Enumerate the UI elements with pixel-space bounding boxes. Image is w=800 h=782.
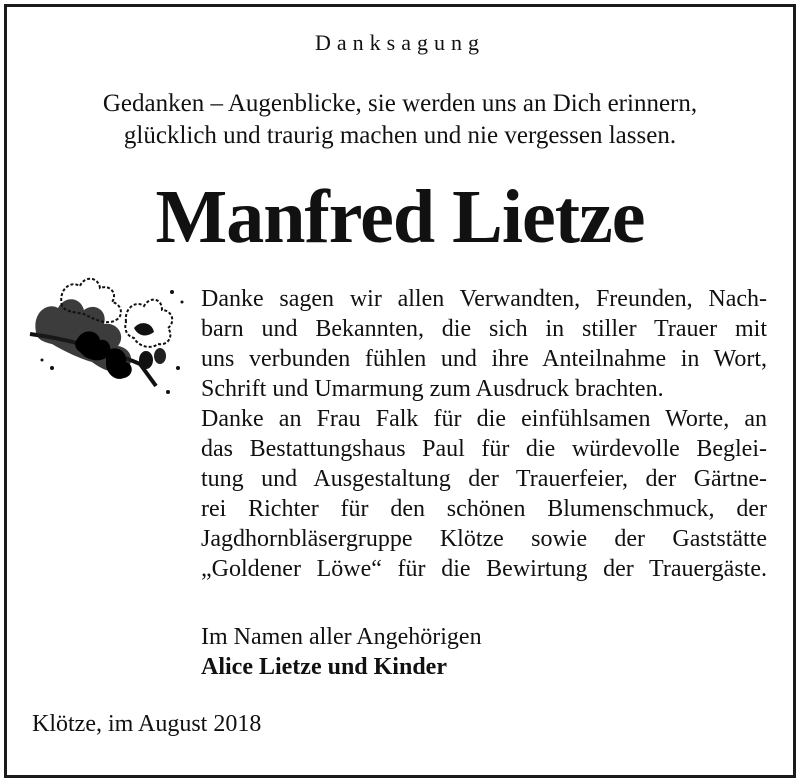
- thanks-line: das Bestattungshaus Paul für die würdevolle Beglei-: [201, 436, 767, 462]
- deceased-name: Manfred Lietze: [155, 175, 645, 259]
- thanks-line: „Goldener Löwe“ für die Bewirtung der Trauergäste.: [201, 556, 767, 582]
- thanks-line: Danke sagen wir allen Verwandten, Freunden, Nach-: [201, 286, 767, 312]
- thanks-line: uns verbunden fühlen und ihre Anteilnahme in Wort,: [201, 346, 767, 372]
- heading: Danksagung: [315, 30, 485, 55]
- thanks-line: tung und Ausgestaltung der Trauerfeier, der Gärtne-: [201, 466, 767, 492]
- oak-leaf-icon: [22, 272, 192, 402]
- thanks-line: barn und Bekannten, die sich in stiller Trauer mit: [201, 316, 767, 342]
- thanks-text: [201, 284, 767, 584]
- verse: [0, 88, 800, 152]
- signature-intro: Im Namen aller Angehörigen: [201, 624, 482, 650]
- place-date: Klötze, im August 2018: [32, 711, 262, 737]
- verse-line-2: glücklich und traurig machen und nie vergessen lassen.: [123, 122, 677, 149]
- verse-line-1: Gedanken – Augenblicke, sie werden uns an Dich erinnern,: [102, 90, 698, 117]
- thanks-line: rei Richter für den schönen Blumenschmuck, der: [201, 496, 767, 522]
- thanks-line: Schrift und Umarmung zum Ausdruck brachten.: [201, 376, 664, 402]
- signature-name: Alice Lietze und Kinder: [201, 654, 447, 680]
- thanks-line: Jagdhornbläsergruppe Klötze sowie der Gaststätte: [201, 526, 767, 552]
- thanks-line: Danke an Frau Falk für die einfühlsamen Worte, an: [201, 406, 767, 432]
